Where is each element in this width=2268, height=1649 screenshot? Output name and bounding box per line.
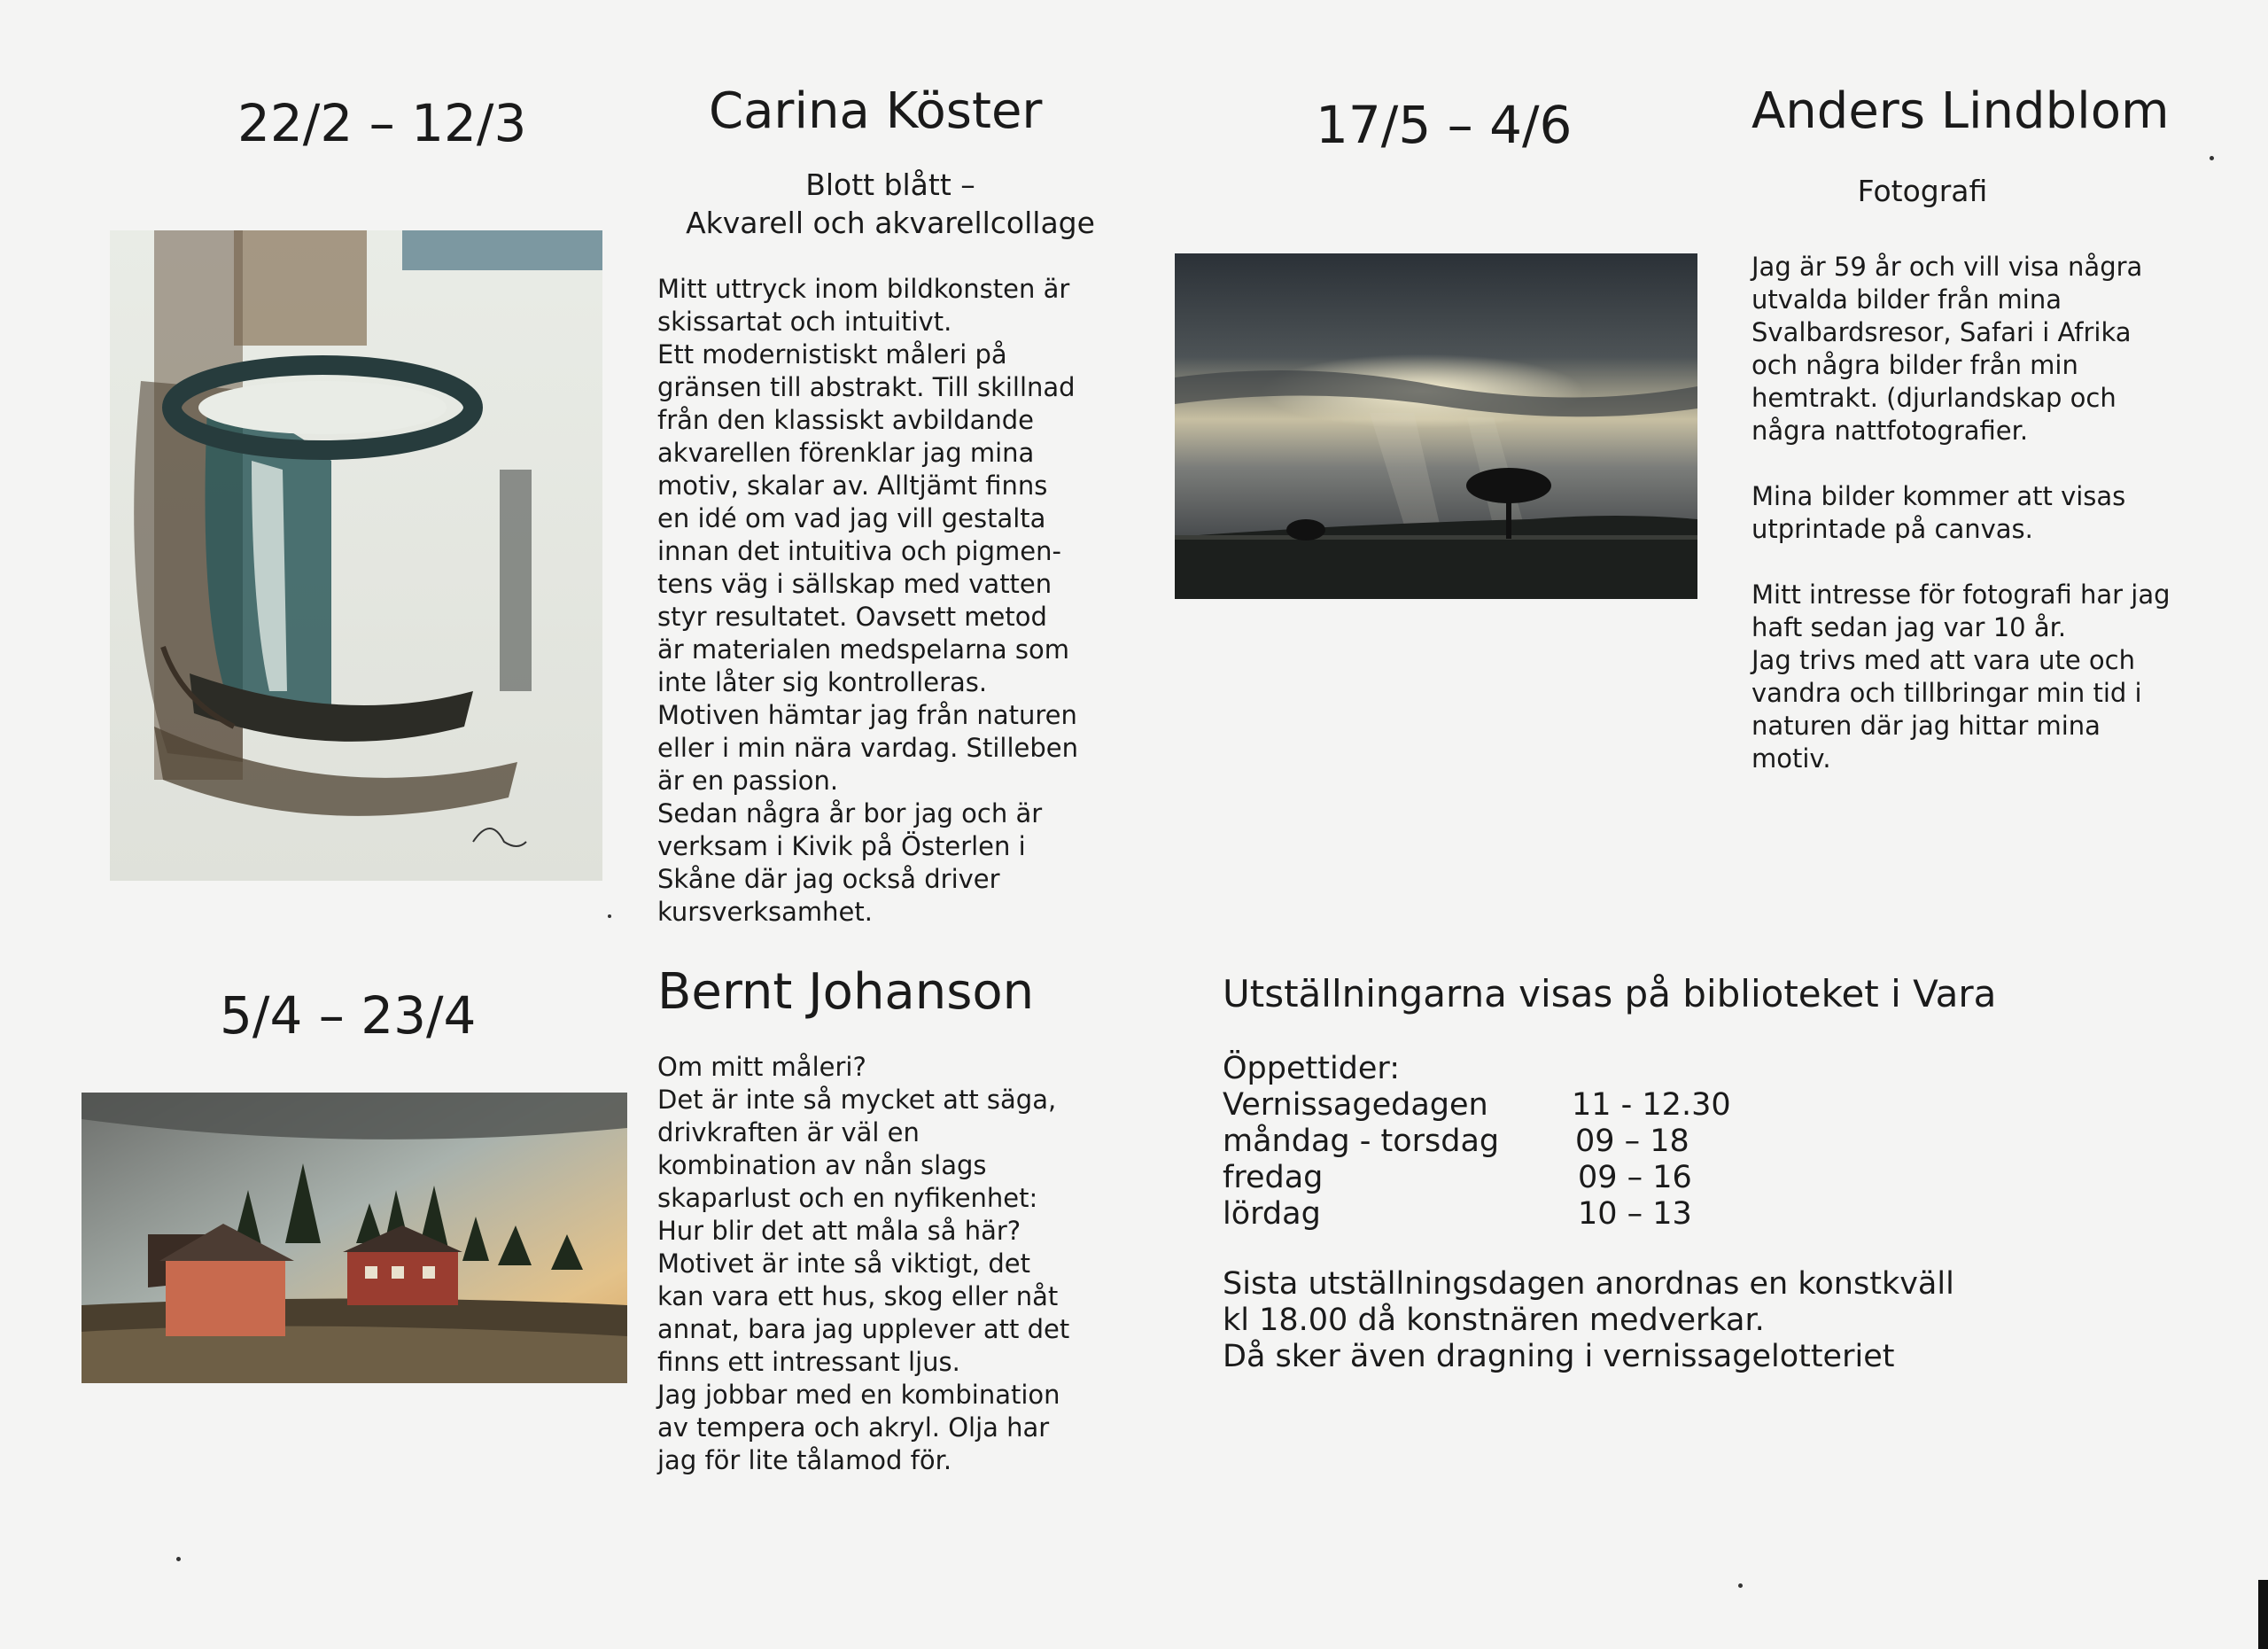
- carina-subtitle-line-2: Akvarell och akvarellcollage: [686, 205, 1095, 240]
- carina-description: [657, 273, 1118, 929]
- carina-watercolor-painting: [110, 230, 602, 881]
- hours-row: [1223, 1160, 2109, 1196]
- dust-speck: [1738, 1583, 1743, 1588]
- hours-day: Vernissagedagen: [1223, 1087, 1488, 1123]
- anders-line: vandra och tillbringar min tid i: [1751, 678, 2142, 708]
- bernt-line: av tempera och akryl. Olja har: [657, 1412, 1050, 1443]
- carina-line: är materialen medspelarna som: [657, 634, 1069, 665]
- hours-time: 09 – 16: [1578, 1160, 1692, 1195]
- anders-line: haft sedan jag var 10 år.: [1751, 612, 2067, 642]
- carina-line: Sedan några år bor jag och är: [657, 798, 1043, 828]
- anders-line: utvalda bilder från mina: [1751, 284, 2062, 315]
- bernt-line: kombination av nån slags: [657, 1150, 987, 1180]
- carina-line: Skåne där jag också driver: [657, 864, 1000, 894]
- hours-row: [1223, 1124, 2109, 1160]
- anders-line: utprintade på canvas.: [1751, 514, 2033, 544]
- carina-line: innan det intuitiva och pigmen-: [657, 536, 1061, 566]
- carina-line: verksam i Kivik på Österlen i: [657, 831, 1026, 861]
- carina-line: en idé om vad jag vill gestalta: [657, 503, 1046, 533]
- anders-paragraph: [1751, 579, 2248, 775]
- carina-line: eller i min nära vardag. Stilleben: [657, 733, 1078, 763]
- hours-day: fredag: [1223, 1160, 1324, 1195]
- bernt-artist-name: Bernt Johanson: [657, 963, 1035, 1021]
- closing-event-note: [1223, 1266, 2109, 1375]
- dust-speck: [176, 1557, 181, 1561]
- carina-line: tens väg i sällskap med vatten: [657, 569, 1052, 599]
- hours-day: lördag: [1223, 1196, 1321, 1232]
- carina-line: gränsen till abstrakt. Till skillnad: [657, 372, 1076, 402]
- carina-line: kursverksamhet.: [657, 897, 873, 927]
- dust-speck: [608, 914, 611, 918]
- anders-paragraph: [1751, 251, 2248, 447]
- hours-day: måndag - torsdag: [1223, 1124, 1500, 1159]
- hours-time: 09 – 18: [1575, 1124, 1689, 1159]
- bernt-line: Det är inte så mycket att säga,: [657, 1085, 1057, 1115]
- carina-line: Mitt uttryck inom bildkonsten är: [657, 274, 1070, 304]
- anders-dates: 17/5 – 4/6: [1316, 95, 1573, 155]
- carina-line: Ett modernistiskt måleri på: [657, 339, 1007, 369]
- carina-line: motiv, skalar av. Alltjämt finns: [657, 471, 1048, 501]
- hours-row: [1223, 1196, 2109, 1233]
- anders-line: Mitt intresse för fotografi har jag: [1751, 579, 2171, 610]
- anders-line: motiv.: [1751, 743, 1831, 774]
- hours-time: 10 – 13: [1578, 1196, 1692, 1232]
- opening-hours: [1223, 1051, 2109, 1233]
- closing-line: Då sker även dragning i vernissagelotteriet: [1223, 1339, 1895, 1374]
- bernt-description: [657, 1051, 1136, 1477]
- carina-dates: 22/2 – 12/3: [237, 93, 527, 153]
- bernt-line: Jag jobbar med en kombination: [657, 1380, 1060, 1410]
- bernt-line: annat, bara jag upplever att det: [657, 1314, 1070, 1344]
- bernt-line: finns ett intressant ljus.: [657, 1347, 960, 1377]
- anders-line: Mina bilder kommer att visas: [1751, 481, 2126, 511]
- bernt-line: Motivet är inte så viktigt, det: [657, 1248, 1030, 1279]
- anders-savanna-photograph: [1175, 253, 1697, 599]
- bernt-line: Om mitt måleri?: [657, 1052, 866, 1082]
- closing-line: kl 18.00 då konstnären medverkar.: [1223, 1303, 1765, 1338]
- bernt-line: drivkraften är väl en: [657, 1117, 920, 1147]
- bernt-line: kan vara ett hus, skog eller nåt: [657, 1281, 1059, 1311]
- carina-line: styr resultatet. Oavsett metod: [657, 602, 1047, 632]
- bernt-red-houses-painting: [82, 1093, 627, 1383]
- bernt-line: jag för lite tålamod för.: [657, 1445, 952, 1475]
- hours-time: 11 - 12.30: [1572, 1087, 1731, 1123]
- carina-line: är en passion.: [657, 766, 839, 796]
- anders-line: Jag är 59 år och vill visa några: [1751, 252, 2143, 282]
- carina-line: skissartat och intuitivt.: [657, 307, 952, 337]
- anders-line: och några bilder från min: [1751, 350, 2078, 380]
- closing-line: Sista utställningsdagen anordnas en konstkväll: [1223, 1266, 1954, 1302]
- dust-speck: [2210, 156, 2214, 160]
- carina-line: akvarellen förenklar jag mina: [657, 438, 1035, 468]
- anders-line: Jag trivs med att vara ute och: [1751, 645, 2135, 675]
- anders-description: [1751, 251, 2248, 775]
- scan-edge-mark: [2258, 1580, 2268, 1649]
- anders-subtitle: Fotografi: [1857, 174, 1988, 208]
- venue-heading: Utställningarna visas på biblioteket i Vara: [1223, 972, 1997, 1015]
- bernt-line: Hur blir det att måla så här?: [657, 1216, 1021, 1246]
- carina-line: från den klassiskt avbildande: [657, 405, 1035, 435]
- anders-paragraph: [1751, 480, 2248, 546]
- anders-line: några nattfotografier.: [1751, 416, 2029, 446]
- carina-line: Motiven hämtar jag från naturen: [657, 700, 1077, 730]
- bernt-dates: 5/4 – 23/4: [220, 985, 477, 1046]
- anders-line: hemtrakt. (djurlandskap och: [1751, 383, 2117, 413]
- hours-row: [1223, 1087, 2109, 1124]
- bernt-line: skaparlust och en nyfikenhet:: [657, 1183, 1038, 1213]
- carina-artist-name: Carina Köster: [709, 82, 1043, 140]
- carina-subtitle: [647, 167, 1134, 243]
- opening-hours-label: Öppettider:: [1223, 1051, 1401, 1086]
- anders-line: naturen där jag hittar mina: [1751, 711, 2101, 741]
- carina-subtitle-line-1: Blott blått –: [805, 167, 975, 202]
- anders-line: Svalbardsresor, Safari i Afrika: [1751, 317, 2132, 347]
- carina-line: inte låter sig kontrolleras.: [657, 667, 988, 697]
- anders-artist-name: Anders Lindblom: [1751, 82, 2170, 140]
